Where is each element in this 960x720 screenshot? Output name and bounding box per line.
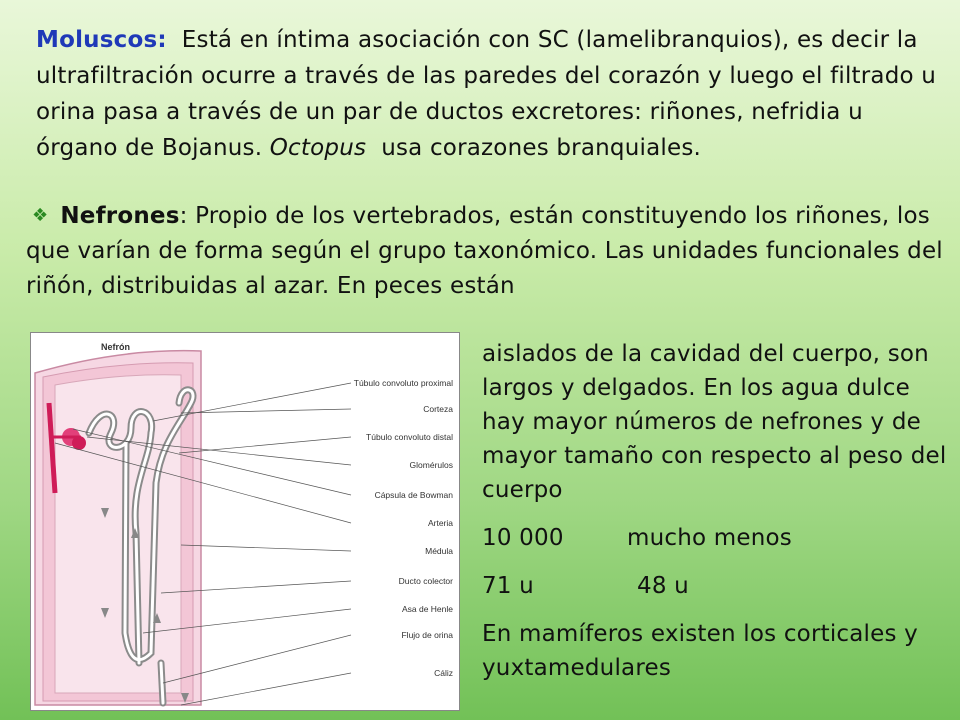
moluscos-tail: usa corazones branquiales. <box>381 135 702 161</box>
label-tubulo-distal: Túbulo convoluto distal <box>366 432 453 442</box>
row2-value-b: 48 u <box>637 573 689 599</box>
moluscos-body: Está en íntima asociación con SC (lamelibranquios), es decir la ultrafiltración ocurre a través de las paredes del corazón y luego el filtrado u orina pasa a través de un par de ductos excretores: riñones, nefridia u órgano de Bojanus. <box>36 27 937 161</box>
peces-paragraph: aislados de la cavidad del cuerpo, son largos y delgados. En los agua dulce hay mayor números de nefrones y de mayor tamaño con respecto al peso del cuerpo <box>482 341 947 503</box>
label-flujo-orina: Flujo de orina <box>401 630 453 640</box>
nefrones-term: Nefrones <box>60 203 180 229</box>
comparison-row-1 <box>482 521 952 555</box>
label-asa-henle: Asa de Henle <box>401 604 453 614</box>
label-capsula-bowman: Cápsula de Bowman <box>374 490 453 500</box>
label-tubulo-proximal: Túbulo convoluto proximal <box>353 378 453 388</box>
label-arteria: Arteria <box>427 518 453 528</box>
diagram-title: Nefrón <box>101 342 130 352</box>
label-medula: Médula <box>425 546 453 556</box>
row1-value-a: 10 000 <box>482 525 564 551</box>
octopus-genus: Octopus <box>269 135 367 161</box>
moluscos-paragraph <box>36 22 941 166</box>
row1-value-b: mucho menos <box>627 525 792 551</box>
nefrones-paragraph <box>26 198 951 304</box>
row2-value-a: 71 u <box>482 573 534 599</box>
label-caliz: Cáliz <box>434 668 453 678</box>
nephron-diagram <box>30 332 460 711</box>
diamond-bullet-icon: ❖ <box>32 205 49 226</box>
moluscos-heading: Moluscos: <box>36 27 167 53</box>
comparison-row-2 <box>482 569 952 603</box>
label-ducto-colector: Ducto colector <box>398 576 453 586</box>
label-glomerulos: Glomérulos <box>409 460 453 470</box>
nefrones-body: : Propio de los vertebrados, están constituyendo los riñones, los que varían de forma según el grupo taxonómico. Las unidades funcionales del riñón, distribuidas al azar. En peces están <box>26 203 943 299</box>
label-corteza: Corteza <box>423 404 453 414</box>
right-column <box>482 337 952 699</box>
mamiferos-paragraph: En mamíferos existen los corticales y yuxtamedulares <box>482 621 918 681</box>
nephron-illustration <box>31 333 459 710</box>
